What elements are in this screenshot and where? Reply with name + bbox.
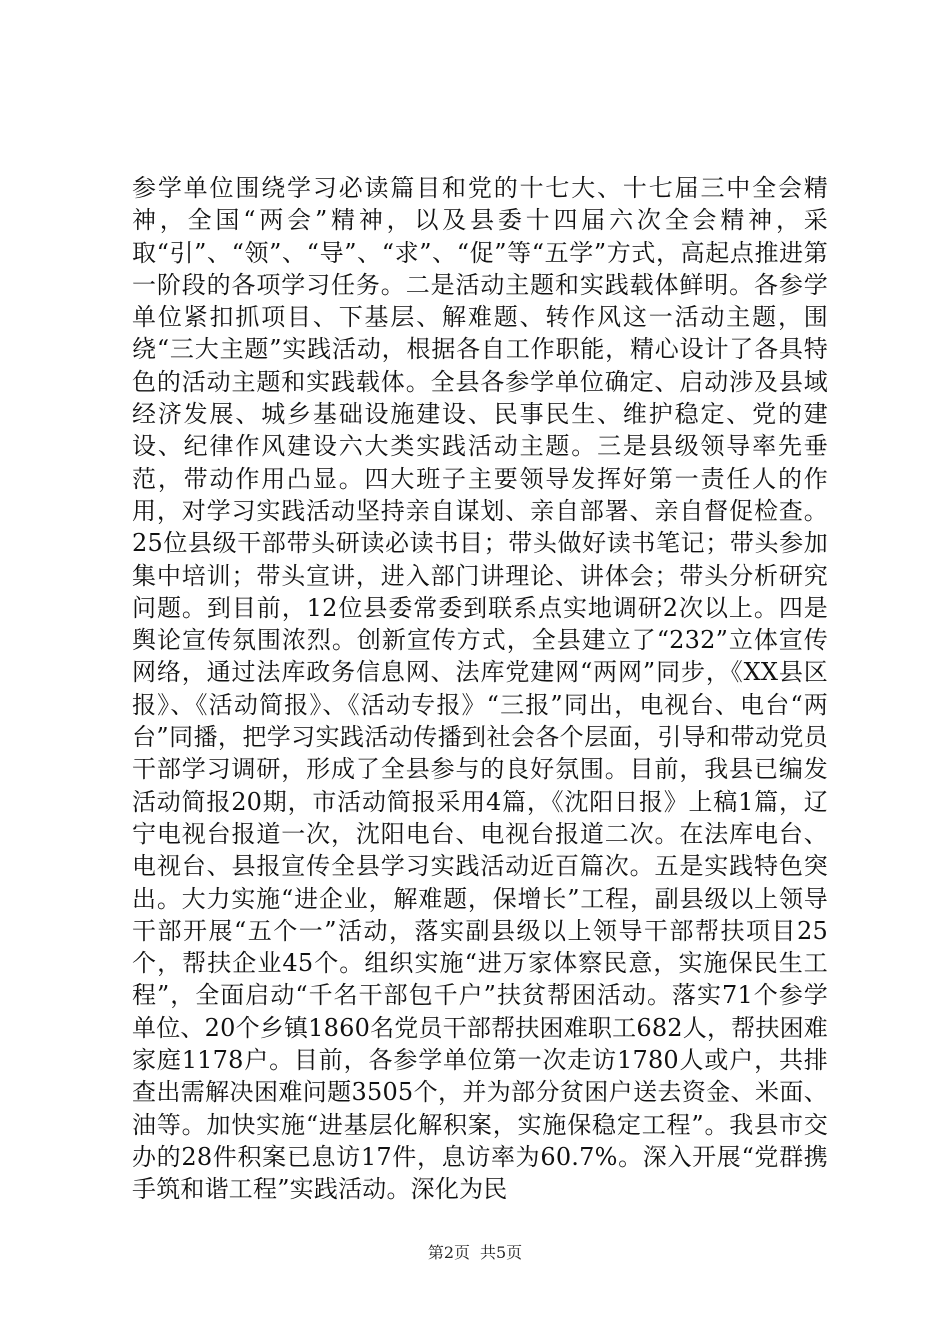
page-total: 共5页 [480, 1243, 523, 1262]
page-number: 第2页 [427, 1243, 470, 1262]
page-footer [0, 1243, 950, 1263]
body-paragraph: 参学单位围绕学习必读篇目和党的十七大、十七届三中全会精神，全国“两会”精神，以及县委十四届六次全会精神，采取“引”、“领”、“导”、“求”、“促”等“五学”方式，高起点推进第一阶段的各项学习任务。二是活动主题和实践载体鲜明。各参学单位紧扣抓项目、下基层、解难题、转作风这一活动主题，围绕“三大主题”实践活动，根据各自工作职能，精心设计了各具特色的活动主题和实践载体。全县各参学单位确定、启动涉及县域经济发展、城乡基础设施建设、民事民生、维护稳定、党的建设、纪律作风建设六大类实践活动主题。三是县级领导率先垂范，带动作用凸显。四大班子主要领导发挥好第一责任人的作用，对学习实践活动坚持亲自谋划、亲自部署、亲自督促检查。25位县级干部带头研读必读书目；带头做好读书笔记；带头参加集中培训；带头宣讲，进入部门讲理论、讲体会；带头分析研究问题。到目前，12位县委常委到联系点实地调研2次以上。四是舆论宣传氛围浓烈。创新宣传方式，全县建立了“232”立体宣传网络，通过法库政务信息网、法库党建网“两网”同步，《XX县区报》、《活动简报》、《活动专报》“三报”同出，电视台、电台“两台”同播，把学习实践活动传播到社会各个层面，引导和带动党员干部学习调研，形成了全县参与的良好氛围。目前，我县已编发活动简报20期，市活动简报采用4篇，《沈阳日报》上稿1篇，辽宁电视台报道一次，沈阳电台、电视台报道二次。在法库电台、电视台、县报宣传全县学习实践活动近百篇次。五是实践特色突出。大力实施“进企业，解难题，保增长”工程，副县级以上领导干部开展“五个一”活动，落实副县级以上领导干部帮扶项目25个，帮扶企业45个。组织实施“进万家体察民意，实施保民生工程”，全面启动“千名干部包千户”扶贫帮困活动。落实71个参学单位、20个乡镇1860名党员干部帮扶困难职工682人，帮扶困难家庭1178户。目前，各参学单位第一次走访1780人或户，共排查出需解决困难问题3505个，并为部分贫困户送去资金、米面、油等。加快实施“进基层化解积案，实施保稳定工程”。我县市交办的28件积案已息访17件，息访率为60.7%。深入开展“党群携手筑和谐工程”实践活动。深化为民 [132, 174, 828, 1204]
